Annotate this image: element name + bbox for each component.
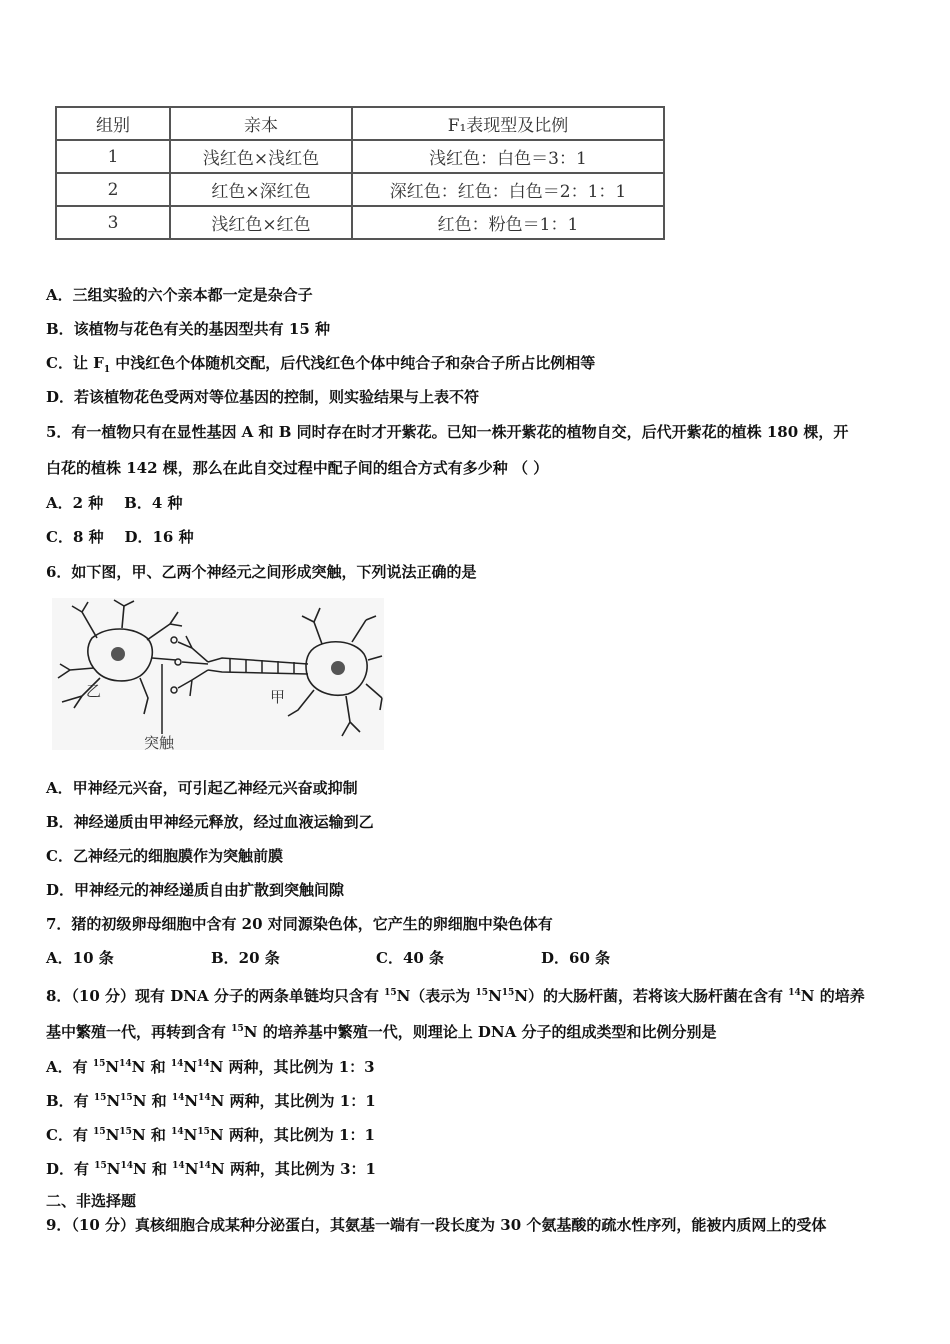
q4-c-subscript: 1 xyxy=(103,365,111,375)
q7-options xyxy=(46,948,610,968)
table-header-cell: 亲本 xyxy=(170,107,352,140)
isotope-superscript: 15 xyxy=(501,988,515,998)
q8-text: N）的大肠杆菌，若将该大肠杆菌在含有 xyxy=(514,987,789,1005)
isotope-superscript: 14 xyxy=(198,1161,211,1171)
q6-option-c: C．乙神经元的细胞膜作为突触前膜 xyxy=(46,847,283,865)
label-jia: 甲 xyxy=(270,688,286,706)
q7-option-c: C．40 条 xyxy=(376,949,445,967)
isotope-superscript: 15 xyxy=(94,1161,107,1171)
q8-option-c xyxy=(46,1122,375,1145)
q8-text: N（表示为 xyxy=(396,987,476,1005)
isotope-symbol: N xyxy=(105,1126,120,1144)
isotope-superscript: 15 xyxy=(119,1127,132,1137)
isotope-superscript: 15 xyxy=(475,988,489,998)
table-cell: 浅红色：白色＝3：1 xyxy=(352,140,664,173)
table-row xyxy=(56,173,664,206)
isotope-symbol: N xyxy=(106,1092,121,1110)
q8-stem-line2 xyxy=(46,1019,717,1042)
q4-option-a: A．三组实验的六个亲本都一定是杂合子 xyxy=(46,286,313,304)
q8-option-a xyxy=(46,1054,375,1077)
isotope-symbol: N xyxy=(183,1126,198,1144)
option-text: N 两种，其比例为 1：3 xyxy=(209,1058,375,1076)
q4-c-prefix: C．让 F xyxy=(46,354,104,372)
isotope-superscript: 15 xyxy=(92,1059,106,1069)
table-row xyxy=(56,140,664,173)
option-text: N 和 xyxy=(133,1160,173,1178)
figure-background xyxy=(52,598,384,750)
neuron-synapse-figure xyxy=(52,598,384,750)
q8-option-d xyxy=(46,1156,376,1179)
q6-option-b: B．神经递质由甲神经元释放，经过血液运输到乙 xyxy=(46,813,374,831)
table-cell: 1 xyxy=(56,140,170,173)
option-label: A．有 xyxy=(46,1058,93,1076)
isotope-symbol: N xyxy=(106,1160,121,1178)
isotope-superscript: 14 xyxy=(197,1059,210,1069)
option-text: N 两种，其比例为 1：1 xyxy=(210,1092,376,1110)
q5-stem-line2: 白花的植株 142 棵，那么在此自交过程中配子间的组合方式有多少种 （ ） xyxy=(46,459,549,477)
option-text: N 两种，其比例为 1：1 xyxy=(209,1126,375,1144)
isotope-superscript: 15 xyxy=(197,1127,210,1137)
q5-stem-line1: 5．有一植物只有在显性基因 A 和 B 同时存在时才开紫花。已知一株开紫花的植物自交，后代开紫花的植株 180 棵，开 xyxy=(46,423,849,441)
q8-text: 基中繁殖一代，再转到含有 xyxy=(46,1023,232,1041)
isotope-superscript: 14 xyxy=(198,1093,211,1103)
q4-c-text: 中浅红色个体随机交配，后代浅红色个体中纯合子和杂合子所占比例相等 xyxy=(110,354,596,372)
option-text: N 和 xyxy=(132,1092,172,1110)
q8-text: N xyxy=(488,987,502,1005)
table-row xyxy=(56,206,664,239)
isotope-superscript: 15 xyxy=(93,1093,107,1103)
q8-text: N 的培养基中繁殖一代，则理论上 DNA 分子的组成类型和比例分别是 xyxy=(243,1023,717,1041)
q8-text: 8．（10 分）现有 DNA 分子的两条单链均只含有 xyxy=(46,987,385,1005)
q6-option-a: A．甲神经元兴奋，可引起乙神经元兴奋或抑制 xyxy=(46,779,358,797)
q5-options-ab: A．2 种 B．4 种 xyxy=(46,494,183,512)
q8-option-b xyxy=(46,1088,376,1111)
q8-stem-line1 xyxy=(46,983,865,1006)
isotope-symbol: N xyxy=(105,1058,120,1076)
isotope-superscript: 15 xyxy=(384,988,397,998)
neuron-yi-nucleus xyxy=(111,647,125,661)
isotope-superscript: 14 xyxy=(171,1127,184,1137)
option-text: N 和 xyxy=(131,1058,171,1076)
option-text: N 和 xyxy=(131,1126,172,1144)
option-label: C．有 xyxy=(46,1126,94,1144)
q9-stem: 9．（10 分）真核细胞合成某种分泌蛋白，其氨基一端有一段长度为 30 个氨基酸的疏水性序列，能被内质网上的受体 xyxy=(46,1216,827,1234)
q4-option-c xyxy=(46,353,595,380)
table-cell: 浅红色×红色 xyxy=(170,206,352,239)
table-cell: 红色：粉色＝1：1 xyxy=(352,206,664,239)
isotope-superscript: 15 xyxy=(120,1093,133,1103)
option-label: B．有 xyxy=(46,1092,94,1110)
isotope-superscript: 14 xyxy=(171,1093,185,1103)
q7-option-d: D．60 条 xyxy=(541,949,611,967)
isotope-superscript: 14 xyxy=(172,1161,185,1171)
table-header-row xyxy=(56,107,664,140)
table-header-cell: F₁表现型及比例 xyxy=(352,107,664,140)
q8-text: N 的培养 xyxy=(800,987,865,1005)
isotope-superscript: 14 xyxy=(119,1059,132,1069)
table-cell: 2 xyxy=(56,173,170,206)
label-yi: 乙 xyxy=(86,682,102,700)
label-synapse: 突触 xyxy=(144,734,175,750)
neuron-jia-nucleus xyxy=(331,661,345,675)
isotope-superscript: 15 xyxy=(231,1024,244,1034)
q6-stem: 6．如下图，甲、乙两个神经元之间形成突触，下列说法正确的是 xyxy=(46,563,477,581)
q7-option-a: A．10 条 xyxy=(46,949,114,967)
table-cell: 浅红色×浅红色 xyxy=(170,140,352,173)
q5-options-cd: C．8 种 D．16 种 xyxy=(46,528,194,546)
q7-stem: 7．猪的初级卵母细胞中含有 20 对同源染色体，它产生的卵细胞中染色体有 xyxy=(46,915,553,933)
q4-option-d: D．若该植物花色受两对等位基因的控制，则实验结果与上表不符 xyxy=(46,388,480,406)
option-text: N 两种，其比例为 3：1 xyxy=(210,1160,376,1178)
section-heading: 二、非选择题 xyxy=(46,1192,137,1210)
isotope-superscript: 14 xyxy=(170,1059,184,1069)
table-cell: 红色×深红色 xyxy=(170,173,352,206)
option-label: D．有 xyxy=(46,1160,95,1178)
isotope-superscript: 14 xyxy=(120,1161,134,1171)
table-cell: 3 xyxy=(56,206,170,239)
isotope-superscript: 15 xyxy=(93,1127,106,1137)
q4-option-b: B．该植物与花色有关的基因型共有 15 种 xyxy=(46,320,330,338)
isotope-symbol: N xyxy=(184,1092,199,1110)
isotope-symbol: N xyxy=(183,1058,198,1076)
isotope-superscript: 14 xyxy=(788,988,801,998)
table-header-cell: 组别 xyxy=(56,107,170,140)
inheritance-table xyxy=(55,106,665,240)
q6-option-d: D．甲神经元的神经递质自由扩散到突触间隙 xyxy=(46,881,345,899)
q7-option-b: B．20 条 xyxy=(211,949,280,967)
isotope-symbol: N xyxy=(184,1160,199,1178)
table-cell: 深红色：红色：白色＝2：1：1 xyxy=(352,173,664,206)
